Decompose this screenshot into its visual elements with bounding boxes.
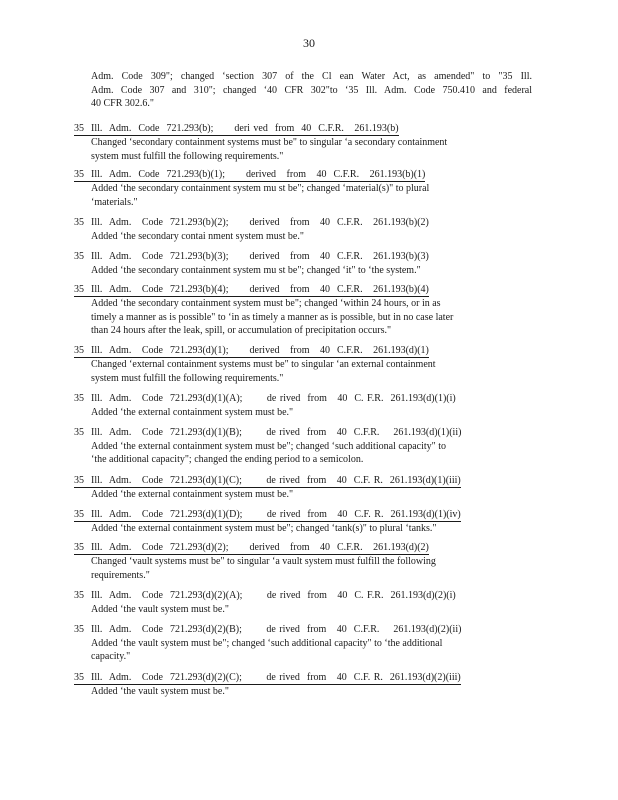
citation-heading: 35 Ill. Adm. Code 721.293(d)(2)(B); de rived from 40 C.F.R. 261.193(d)(2)(ii) [74, 624, 462, 635]
change-description [74, 182, 527, 209]
description-line: system must fulfill the following requirements." [91, 372, 284, 384]
description-line: Added ‘the external containment system must be." [91, 489, 294, 500]
change-description [74, 685, 527, 699]
citation-entry [74, 508, 534, 536]
citation-entry [74, 250, 534, 277]
continuation-line: Adm. Code 309"; changed ‘section 307 of the Cl ean Water Act, as amended" to "35 Ill. [91, 71, 532, 82]
citation-entry [74, 392, 534, 419]
citation-heading: 35 Ill. Adm. Code 721.293(d)(1)(C); de rived from 40 C.F. R. 261.193(d)(1)(iii) [74, 475, 461, 486]
citation-heading: 35 Ill. Adm. Code 721.293(d)(2)(C); de rived from 40 C.F. R. 261.193(d)(2)(iii) [74, 672, 461, 683]
change-description [74, 440, 527, 467]
citation-heading: 35 Ill. Adm. Code 721.293(d)(2)(A); de rived from 40 C. F.R. 261.193(d)(2)(i) [74, 590, 456, 601]
change-description [74, 358, 527, 385]
change-description [74, 603, 527, 617]
continuation-line: Adm. Code 307 and 310"; changed ‘40 CFR 302"to ‘35 Ill. Adm. Code 750.410 and federal [91, 84, 532, 96]
description-line: Added ‘the external containment system must be"; changed ‘tank(s)" to plural ‘tanks." [91, 523, 437, 534]
change-description [74, 522, 527, 536]
citation-entry [74, 541, 534, 582]
description-line: Changed ‘external containment systems must be" to singular ‘an external containment [91, 359, 436, 370]
change-description [74, 264, 527, 278]
citation-heading: 35 Ill. Adm. Code 721.293(b); deri ved from 40 C.F.R. 261.193(b) [74, 123, 399, 134]
citation-heading: 35 Ill. Adm. Code 721.293(b)(3); derived from 40 C.F.R. 261.193(b)(3) [74, 251, 429, 262]
description-line: ‘materials." [91, 196, 138, 208]
citation-entry [74, 344, 534, 385]
change-description [74, 488, 527, 502]
description-line: Added ‘the vault system must be"; changed ‘such additional capacity" to ‘the additional [91, 637, 443, 649]
change-description [74, 406, 527, 420]
citation-heading: 35 Ill. Adm. Code 721.293(b)(4); derived from 40 C.F.R. 261.193(b)(4) [74, 284, 429, 295]
citation-entry [74, 671, 534, 699]
citation-heading: 35 Ill. Adm. Code 721.293(d)(1)(D); de rived from 40 C.F. R. 261.193(d)(1)(iv) [74, 509, 461, 520]
description-line: capacity." [91, 651, 131, 663]
description-line: system must fulfill the following requirements." [91, 150, 284, 162]
description-line: Added ‘the external containment system must be"; changed ‘such additional capacity" to [91, 440, 446, 452]
page-number: 30 [303, 36, 315, 50]
citation-entry [74, 474, 534, 502]
description-line: Changed ‘secondary containment systems must be" to singular ‘a secondary containment [91, 137, 448, 148]
continuation-line: 40 CFR 302.6." [91, 98, 154, 110]
description-line: Added ‘the secondary containment system mu st be"; changed ‘it" to ‘the system." [91, 264, 421, 276]
citation-heading: 35 Ill. Adm. Code 721.293(d)(1); derived from 40 C.F.R. 261.193(d)(1) [74, 345, 429, 356]
description-line: ‘the additional capacity"; changed the ending period to a semicolon. [91, 454, 364, 466]
citation-entry [74, 589, 534, 616]
change-description [74, 637, 527, 664]
change-description [74, 297, 527, 338]
description-line: Added ‘the vault system must be." [91, 603, 229, 615]
citation-entry [74, 426, 534, 467]
description-line: Added ‘the secondary contai nment system must be." [91, 230, 304, 242]
change-description [74, 555, 527, 582]
citation-heading: 35 Ill. Adm. Code 721.293(d)(1)(B); de rived from 40 C.F.R. 261.193(d)(1)(ii) [74, 427, 462, 438]
citation-entry [74, 168, 534, 209]
change-description [74, 230, 527, 244]
citation-entry [74, 122, 534, 163]
citation-heading: 35 Ill. Adm. Code 721.293(d)(1)(A); de rived from 40 C. F.R. 261.193(d)(1)(i) [74, 393, 456, 404]
description-line: than 24 hours after the leak, spill, or accumulation of precipitation occurs." [91, 325, 392, 337]
description-line: Added ‘the external containment system must be." [91, 406, 294, 418]
citation-heading: 35 Ill. Adm. Code 721.293(d)(2); derived from 40 C.F.R. 261.193(d)(2) [74, 542, 429, 553]
continuation-paragraph [91, 70, 532, 111]
citation-heading: 35 Ill. Adm. Code 721.293(b)(1); derived from 40 C.F.R. 261.193(b)(1) [74, 169, 426, 180]
citation-entry [74, 216, 534, 243]
citation-entry [74, 283, 534, 338]
description-line: Added ‘the secondary containment system must be"; changed ‘within 24 hours, or in as [91, 298, 441, 309]
citation-entry [74, 623, 534, 664]
description-line: Added ‘the secondary containment system mu st be"; changed ‘material(s)" to plural [91, 183, 430, 194]
change-description [74, 136, 527, 163]
description-line: Changed ‘vault systems must be" to singular ‘a vault system must fulfill the following [91, 556, 436, 567]
description-line: Added ‘the vault system must be." [91, 686, 229, 697]
description-line: timely a manner as is possible" to ‘in as timely a manner as is possible, but in no case later [91, 311, 454, 323]
citation-heading: 35 Ill. Adm. Code 721.293(b)(2); derived from 40 C.F.R. 261.193(b)(2) [74, 217, 429, 228]
description-line: requirements." [91, 569, 150, 581]
